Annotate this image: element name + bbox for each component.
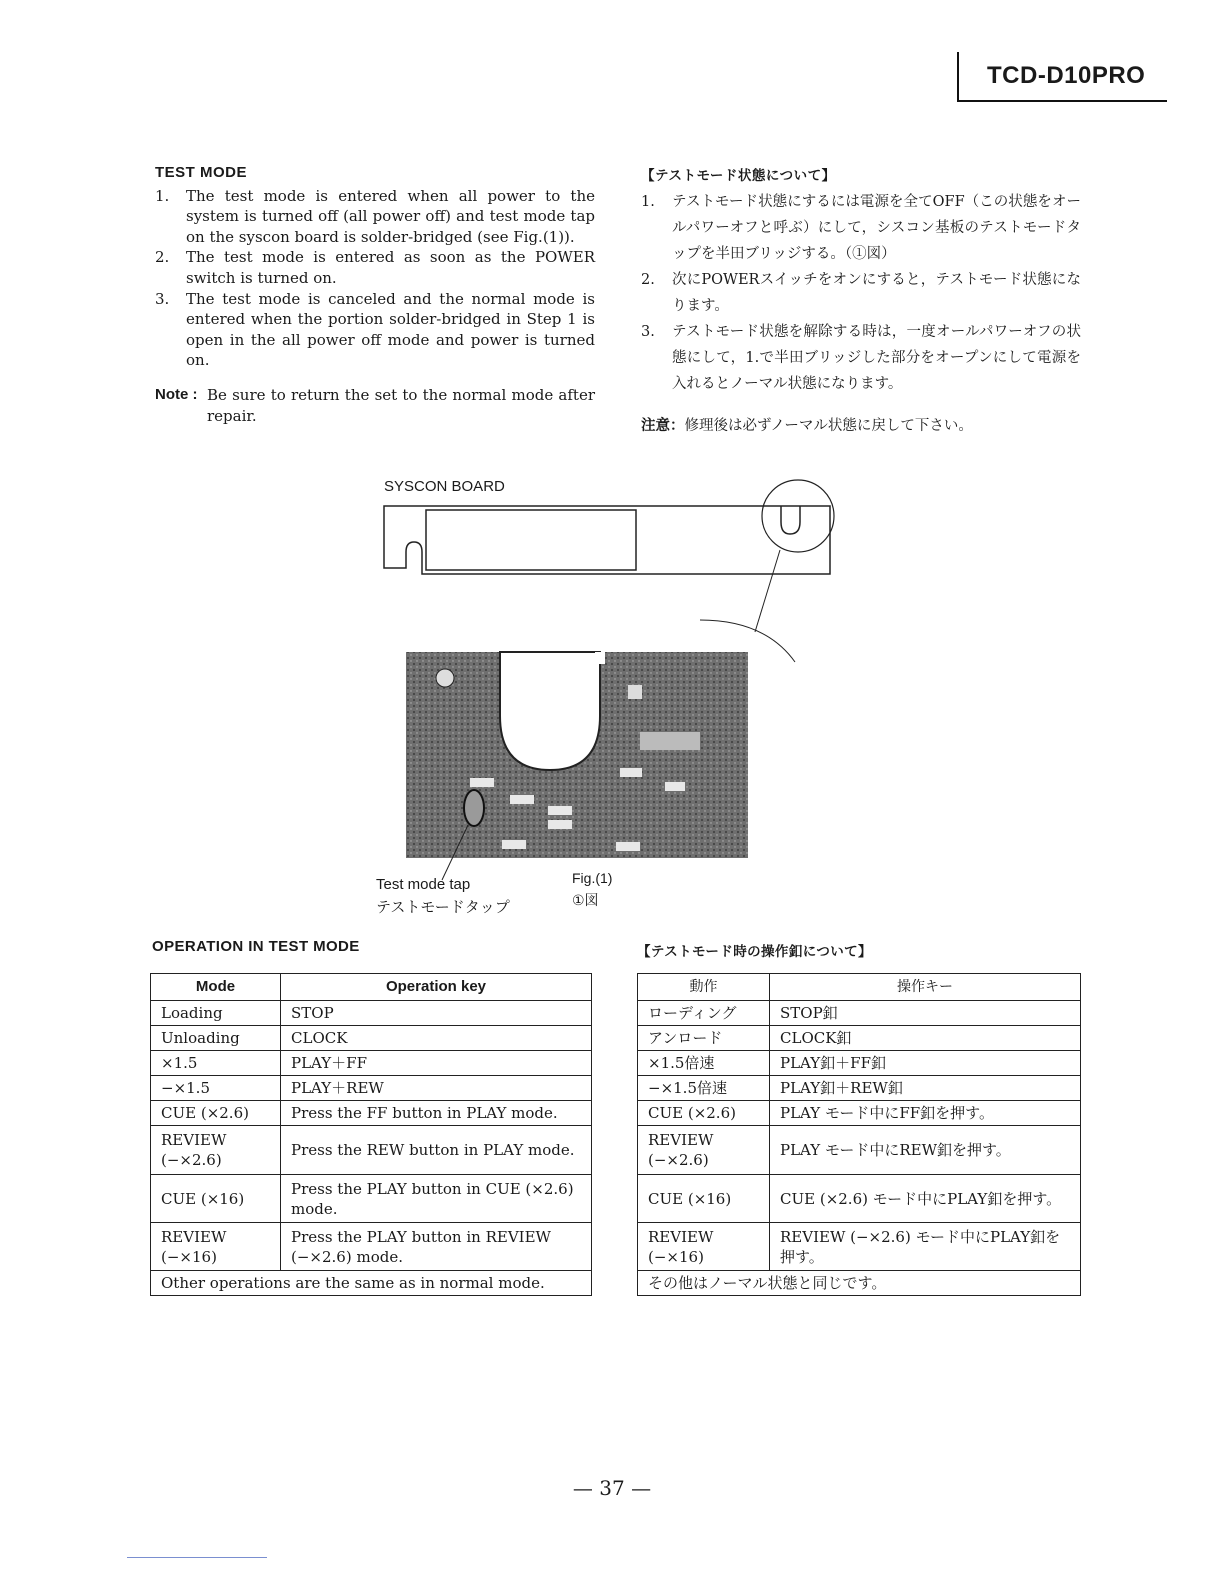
- step-text: The test mode is entered when all power to the system is turned off (all power off) and test mode tap on the syscon board is solder-bridged (see Fig.(1)).: [186, 186, 595, 246]
- mode-cell: CUE (×16): [151, 1175, 281, 1223]
- key-cell: PLAY モード中にREW釦を押す。: [770, 1126, 1081, 1175]
- mode-cell: REVIEW (−×16): [151, 1223, 281, 1271]
- mode-cell: Loading: [151, 1001, 281, 1026]
- col-key-header: Operation key: [281, 974, 592, 1001]
- operation-table-jp: [637, 973, 1081, 1296]
- footer-rule: [127, 1557, 267, 1558]
- col-mode-header: 動作: [638, 974, 770, 1001]
- syscon-figure: [370, 470, 850, 920]
- table-row: [151, 1001, 592, 1026]
- table-row: [638, 1051, 1081, 1076]
- mode-cell: Unloading: [151, 1026, 281, 1051]
- table-row: [638, 1175, 1081, 1223]
- col-mode-header: Mode: [151, 974, 281, 1001]
- test-mode-en: [155, 163, 595, 426]
- table-row: [638, 1126, 1081, 1175]
- tap-label-en: Test mode tap: [376, 876, 471, 893]
- mode-cell: ×1.5倍速: [638, 1051, 770, 1076]
- step-number: 1.: [155, 186, 170, 205]
- key-cell: PLAY釦＋FF釦: [770, 1051, 1081, 1076]
- table-row: [151, 1076, 592, 1101]
- tap-label-jp: テストモードタップ: [376, 898, 510, 916]
- key-cell: PLAY＋FF: [281, 1051, 592, 1076]
- step-number: 2.: [641, 272, 655, 288]
- model-header: [957, 52, 1167, 102]
- key-cell: Press the PLAY button in CUE (×2.6) mode.: [281, 1175, 592, 1223]
- key-cell: PLAY釦＋REW釦: [770, 1076, 1081, 1101]
- table-header-row: [151, 974, 592, 1001]
- table-row: [151, 1026, 592, 1051]
- key-cell: Press the FF button in PLAY mode.: [281, 1101, 592, 1126]
- mode-cell: −×1.5倍速: [638, 1076, 770, 1101]
- mode-cell: REVIEW (−×16): [638, 1223, 770, 1271]
- key-cell: REVIEW (−×2.6) モード中にPLAY釦を押す。: [770, 1223, 1081, 1271]
- board-outline: [384, 506, 830, 574]
- note: [155, 385, 595, 426]
- board-diagram: [370, 470, 850, 920]
- board-label: SYSCON BOARD: [384, 478, 505, 495]
- operation-table-en: [150, 973, 592, 1296]
- key-cell: CLOCK: [281, 1026, 592, 1051]
- note-label: Note :: [155, 385, 198, 403]
- operation-title-jp: 【テストモード時の操作釦について】: [637, 944, 872, 960]
- mode-cell: CUE (×2.6): [151, 1101, 281, 1126]
- step-text: The test mode is canceled and the normal mode is entered when the portion solder-bridged in Step 1 is open in the all power off mode and power is turned on.: [186, 289, 595, 370]
- note-jp: [641, 413, 1081, 439]
- key-cell: PLAY モード中にFF釦を押す。: [770, 1101, 1081, 1126]
- test-mode-jp: [641, 163, 1081, 439]
- mode-cell: CUE (×2.6): [638, 1101, 770, 1126]
- table-row: [638, 1223, 1081, 1271]
- test-mode-steps: [155, 186, 595, 371]
- table-row: [151, 1101, 592, 1126]
- key-cell: STOP釦: [770, 1001, 1081, 1026]
- test-mode-steps-jp: [641, 189, 1081, 397]
- step-text: The test mode is entered as soon as the POWER switch is turned on.: [186, 248, 595, 287]
- mode-cell: アンロード: [638, 1026, 770, 1051]
- mode-cell: ×1.5: [151, 1051, 281, 1076]
- note-text: Be sure to return the set to the normal mode after repair.: [207, 385, 595, 425]
- step-text: 次にPOWERスイッチをオンにすると，テストモード状態になります。: [672, 272, 1081, 314]
- key-cell: Press the REW button in PLAY mode.: [281, 1126, 592, 1175]
- footer-cell: その他はノーマル状態と同じです。: [638, 1271, 1081, 1296]
- mode-cell: ローディング: [638, 1001, 770, 1026]
- step-item: [155, 186, 595, 248]
- table-row: [638, 1076, 1081, 1101]
- step-item: [155, 247, 595, 288]
- step-number: 2.: [155, 248, 170, 267]
- table-row: [151, 1223, 592, 1271]
- key-cell: CUE (×2.6) モード中にPLAY釦を押す。: [770, 1175, 1081, 1223]
- table-row: [151, 1051, 592, 1076]
- mode-cell: REVIEW (−×2.6): [638, 1126, 770, 1175]
- mode-cell: −×1.5: [151, 1076, 281, 1101]
- fig-label-en: Fig.(1): [572, 870, 613, 886]
- table-row: [638, 1101, 1081, 1126]
- mode-cell: REVIEW (−×2.6): [151, 1126, 281, 1175]
- step-number: 1.: [641, 194, 655, 210]
- step-item: [641, 319, 1081, 397]
- model-name: TCD-D10PRO: [987, 62, 1146, 89]
- step-number: 3.: [155, 289, 170, 308]
- table-header-row: [638, 974, 1081, 1001]
- key-cell: PLAY＋REW: [281, 1076, 592, 1101]
- mode-cell: CUE (×16): [638, 1175, 770, 1223]
- table-footer-row: [151, 1271, 592, 1296]
- step-item: [641, 189, 1081, 267]
- table-row: [638, 1001, 1081, 1026]
- operation-title-en: OPERATION IN TEST MODE: [152, 938, 360, 955]
- page-number: — 37 —: [572, 1476, 652, 1500]
- table-row: [638, 1026, 1081, 1051]
- zoom-circle: [762, 480, 834, 552]
- step-text: テストモード状態を解除する時は，一度オールパワーオフの状態にして，1.で半田ブリッジした部分をオープンにして電源を入れるとノーマル状態になります。: [672, 324, 1081, 392]
- step-text: テストモード状態にするには電源を全てOFF（この状態をオールパワーオフと呼ぶ）にして，シスコン基板のテストモードタップを半田ブリッジする。（①図）: [672, 194, 1081, 262]
- test-tap-highlight: [464, 790, 484, 826]
- table-footer-row: [638, 1271, 1081, 1296]
- step-item: [641, 267, 1081, 319]
- col-key-header: 操作キー: [770, 974, 1081, 1001]
- fig-label-jp: ①図: [572, 893, 599, 909]
- pcb-u-cutout: [500, 652, 600, 770]
- board-notch: [781, 506, 800, 534]
- note-text: 修理後は必ずノーマル状態に戻して下さい。: [684, 418, 973, 434]
- table-row: [151, 1175, 592, 1223]
- key-cell: STOP: [281, 1001, 592, 1026]
- table-row: [151, 1126, 592, 1175]
- step-item: [155, 289, 595, 371]
- test-mode-heading-jp: 【テストモード状態について】: [641, 168, 836, 184]
- key-cell: Press the PLAY button in REVIEW (−×2.6) mode.: [281, 1223, 592, 1271]
- board-inner-rect: [426, 510, 636, 570]
- test-mode-heading: TEST MODE: [155, 164, 248, 181]
- key-cell: CLOCK釦: [770, 1026, 1081, 1051]
- note-label: 注意：: [641, 418, 685, 434]
- step-number: 3.: [641, 324, 655, 340]
- footer-cell: Other operations are the same as in normal mode.: [151, 1271, 592, 1296]
